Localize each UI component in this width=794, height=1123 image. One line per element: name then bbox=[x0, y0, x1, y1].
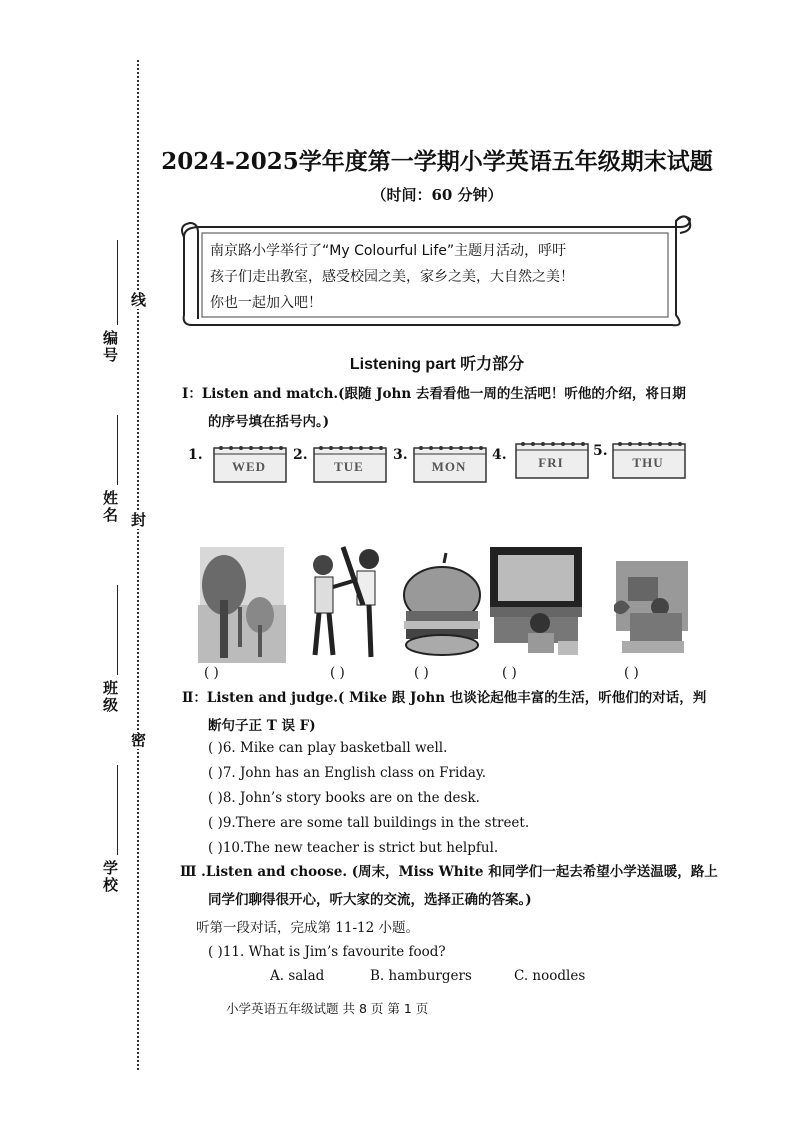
day-card bbox=[515, 440, 591, 480]
class-label: 班级 bbox=[101, 680, 119, 714]
seal-seal-char: 封 bbox=[129, 512, 147, 527]
school-label: 学校 bbox=[101, 860, 119, 894]
day-card bbox=[213, 444, 289, 484]
part3-line-1: Ⅲ .Listen and choose. (周末，Miss White 和同学们一起去希望小学送温暖，路上 bbox=[180, 864, 718, 880]
banner-line-1: 南京路小学举行了“My Colourful Life”主题月活动，呼吁 bbox=[210, 243, 567, 259]
trees-picture bbox=[198, 545, 286, 663]
day-card bbox=[313, 444, 389, 484]
part1-instruction bbox=[182, 380, 686, 436]
option-c[interactable]: C. noodles bbox=[514, 968, 586, 984]
day-card bbox=[612, 440, 688, 480]
reading-picture bbox=[612, 555, 692, 659]
part2-line-1: Ⅱ：Listen and judge.( Mike 跟 John 也谈论起他丰富的生活，听他们的对话，判 bbox=[182, 690, 707, 706]
day-number: 2. bbox=[293, 447, 308, 463]
answer-blank[interactable]: ( ) bbox=[414, 665, 429, 681]
option-b[interactable]: B. hamburgers bbox=[370, 968, 472, 984]
school-blank bbox=[117, 765, 118, 855]
part3-instruction bbox=[180, 858, 718, 914]
name-blank bbox=[117, 415, 118, 485]
judge-item[interactable]: ( )6. Mike can play basketball well. bbox=[208, 740, 448, 756]
answer-blank[interactable]: ( ) bbox=[330, 665, 345, 681]
judge-item[interactable]: ( )8. John’s story books are on the desk. bbox=[208, 790, 480, 806]
kung-fu-picture bbox=[303, 545, 385, 663]
day-label: THU bbox=[632, 455, 664, 470]
page-footer: 小学英语五年级试题 共 8 页 第 1 页 bbox=[226, 1001, 429, 1016]
hamburger-picture bbox=[400, 545, 484, 663]
exam-title: 2024-2025学年度第一学期小学英语五年级期末试题 bbox=[161, 148, 713, 175]
seal-secret-char: 密 bbox=[129, 732, 147, 747]
part3-line-2: 同学们聊得很开心，听大家的交流，选择正确的答案。) bbox=[208, 892, 532, 908]
seal-line-char: 线 bbox=[129, 292, 147, 307]
day-label: TUE bbox=[334, 459, 364, 474]
answer-blank[interactable]: ( ) bbox=[502, 665, 517, 681]
answer-blank[interactable]: ( ) bbox=[624, 665, 639, 681]
listening-heading: Listening part 听力部分 bbox=[349, 356, 525, 373]
name-label: 姓名 bbox=[101, 490, 119, 524]
question-11[interactable]: ( )11. What is Jim’s favourite food? bbox=[208, 944, 446, 960]
day-label: MON bbox=[431, 459, 467, 474]
day-label: WED bbox=[231, 459, 267, 474]
day-card bbox=[413, 444, 489, 484]
part1-line-1: Ⅰ：Listen and match.(跟随 John 去看看他一周的生活吧！听他的介绍，将日期 bbox=[182, 386, 686, 402]
number-label: 编号 bbox=[101, 330, 119, 364]
part2-instruction bbox=[182, 684, 706, 740]
class-blank bbox=[117, 585, 118, 675]
part1-line-2: 的序号填在括号内。) bbox=[208, 414, 330, 430]
judge-item[interactable]: ( )10.The new teacher is strict but helpful. bbox=[208, 840, 499, 856]
computer-picture bbox=[488, 545, 584, 663]
part2-line-2: 断句子正 T 误 F) bbox=[208, 718, 316, 734]
banner-line-3: 你也一起加入吧！ bbox=[210, 295, 322, 311]
day-number: 3. bbox=[393, 447, 408, 463]
day-number: 4. bbox=[492, 447, 507, 463]
exam-time: （时间：60 分钟） bbox=[371, 186, 503, 204]
judge-item[interactable]: ( )9.There are some tall buildings in the street. bbox=[208, 815, 530, 831]
binding-dotted-line bbox=[137, 60, 139, 1070]
part3-intro: 听第一段对话，完成第 11-12 小题。 bbox=[196, 920, 420, 936]
day-number: 1. bbox=[188, 447, 203, 463]
number-blank bbox=[117, 240, 118, 325]
answer-blank[interactable]: ( ) bbox=[204, 665, 219, 681]
option-a[interactable]: A. salad bbox=[270, 968, 325, 984]
day-number: 5. bbox=[593, 443, 608, 459]
day-label: FRI bbox=[538, 455, 564, 470]
banner-text bbox=[210, 238, 680, 316]
judge-item[interactable]: ( )7. John has an English class on Friday. bbox=[208, 765, 487, 781]
banner-line-2: 孩子们走出教室，感受校园之美，家乡之美，大自然之美！ bbox=[210, 269, 574, 285]
